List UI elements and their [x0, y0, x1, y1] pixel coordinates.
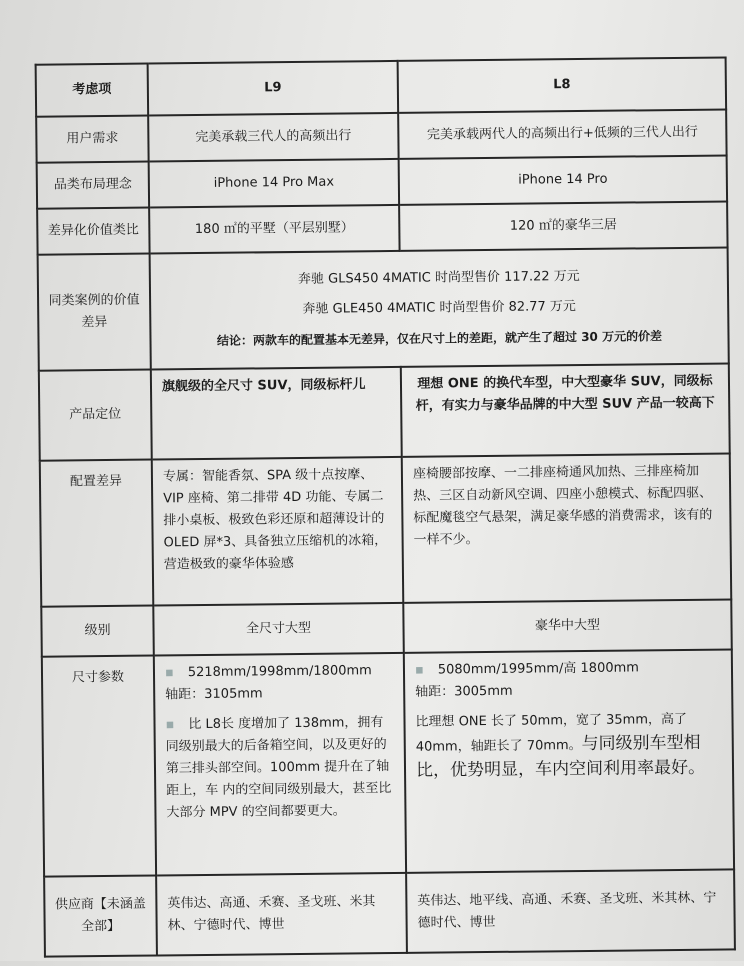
header-col-l9: L9: [148, 61, 399, 116]
header-col-l8: L8: [398, 57, 727, 112]
l8-concept: iPhone 14 Pro: [399, 155, 727, 204]
row-supplier: [44, 869, 735, 956]
price-conclusion: 结论：两款车的配置基本无差异，仅在尺寸上的差距，就产生了超过 30 万元的价差: [216, 329, 663, 348]
l8-user-need: 完美承载两代人的高频出行+低频的三代人出行: [398, 109, 726, 158]
label-value: 差异化价值类比: [37, 208, 149, 255]
label-level: 级别: [41, 606, 154, 657]
label-supplier: 供应商【未涵盖全部】: [44, 875, 157, 956]
label-config: 配置差异: [40, 460, 154, 607]
l8-size-note-handwritten: 与同级别车型相比，优势明显，车内空间利用率最好。: [415, 732, 706, 781]
price-block: [150, 247, 729, 369]
l8-supplier: 英伟达、地平线、高通、禾赛、圣戈班、米其林、宁德时代、博世: [406, 869, 735, 952]
l9-config: 专属：智能香氛、SPA 级十点按摩、VIP 座椅、第二排带 4D 功能、专属二排小桌板、极致色彩还原和超薄设计的 OLED 屏*3、具备独立压缩机的冰箱，营造极致的豪华体验感: [152, 457, 404, 606]
label-size: 尺寸参数: [42, 656, 156, 877]
row-value: [37, 201, 727, 254]
l9-dims: 5218mm/1998mm/1800mm: [187, 663, 372, 681]
row-position: [39, 363, 730, 460]
l9-size: [154, 653, 406, 876]
l8-config: 座椅腰部按摩、一二排座椅通风加热、三排座椅加热、三区自动新风空调、四座小憩模式、标配四驱、标配魔毯空气悬架，满足豪华感的消费需求，该有的一样不少。: [402, 453, 732, 602]
price-line-2: 奔驰 GLE450 4MATIC 时尚型售价 82.77 万元: [302, 299, 576, 317]
l8-dims: 5080mm/1995mm/高 1800mm: [437, 660, 639, 678]
price-line-1: 奔驰 GLS450 4MATIC 时尚型售价 117.22 万元: [297, 269, 580, 287]
l9-position: 旗舰级的全尺寸 SUV，同级标杆儿: [151, 367, 402, 460]
comparison-table: [35, 56, 736, 957]
l9-wheelbase: 轴距：3105mm: [165, 686, 263, 703]
l9-dims-line: [165, 660, 393, 684]
l9-user-need: 完美承载三代人的高频出行: [148, 113, 398, 162]
document-sheet: [8, 0, 744, 966]
l8-position: 理想 ONE 的换代车型，中大型豪华 SUV，同级标杆，有实力与豪华品牌的中大型 SUV 产品一较高下: [401, 363, 730, 456]
l9-size-note-line: [165, 712, 394, 824]
row-size: [42, 649, 734, 876]
row-concept: [37, 155, 727, 208]
bullet-icon: ▪: [165, 717, 175, 733]
l8-size-note-line: [415, 709, 722, 784]
l9-level: 全尺寸大型: [153, 603, 404, 656]
bullet-icon: ▪: [164, 665, 174, 681]
header-col-item: 考虑项: [36, 64, 149, 117]
l8-wheelbase: 轴距：3005mm: [415, 683, 513, 700]
l9-concept: iPhone 14 Pro Max: [149, 159, 399, 208]
row-level: [41, 599, 731, 656]
l8-size-note: 比理想 ONE 长了 50mm，宽了 35mm，高了 40mm，轴距长了 70mm。: [415, 711, 688, 755]
row-price: [38, 247, 729, 370]
label-user-need: 用户需求: [36, 116, 148, 163]
label-concept: 品类布局理念: [37, 162, 149, 209]
l8-level: 豪华中大型: [403, 599, 732, 652]
l9-supplier: 英伟达、高通、禾赛、圣戈班、米其林、宁德时代、博世: [156, 873, 407, 956]
header-row: [36, 57, 727, 116]
bullet-icon: ▪: [414, 662, 424, 678]
l9-size-note: 比 L8长 度增加了 138mm，拥有同级别最大的后备箱空间，以及更好的第三排头部空间。100mm 提升在了轴距上，车 内的空间同级别最大，甚至比大部分 MPV 的空间都要更大。: [165, 715, 392, 821]
label-position: 产品定位: [39, 370, 152, 461]
label-price: 同类案例的价值差异: [38, 254, 151, 371]
l9-value: 180 ㎡的平墅（平层别墅）: [149, 205, 399, 254]
l8-dims-line: [415, 657, 721, 682]
l8-size: [404, 649, 734, 872]
row-user-need: [36, 109, 726, 162]
l8-value: 120 ㎡的豪华三居: [399, 201, 727, 250]
row-config: [40, 453, 731, 606]
